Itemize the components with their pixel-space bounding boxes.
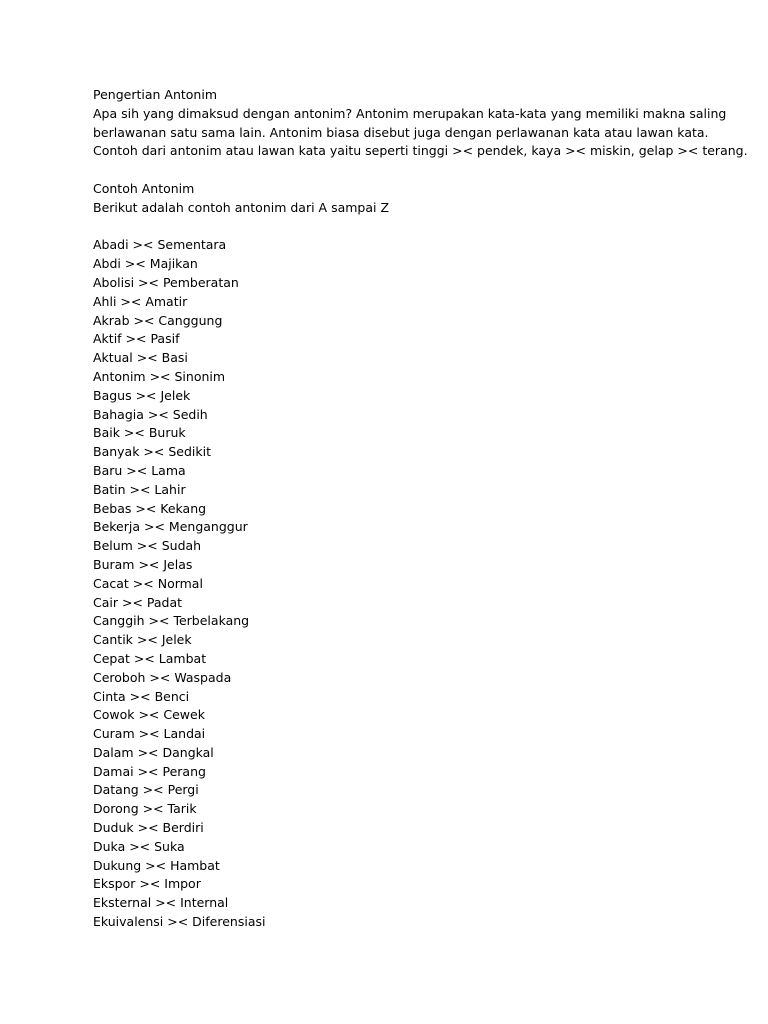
antonym-pair: Duduk >< Berdiri bbox=[93, 820, 204, 836]
paragraph-line-3: Contoh dari antonim atau lawan kata yaitu seperti tinggi >< pendek, kaya >< miskin, gelap >< terang. bbox=[93, 143, 748, 159]
antonym-pair: Datang >< Pergi bbox=[93, 782, 199, 798]
antonym-list bbox=[93, 236, 733, 931]
antonym-pair: Bekerja >< Menganggur bbox=[93, 519, 248, 535]
document-page bbox=[93, 86, 748, 932]
antonym-pair: Cowok >< Cewek bbox=[93, 707, 205, 723]
antonym-pair: Cair >< Padat bbox=[93, 594, 183, 610]
antonym-pair: Bahagia >< Sedih bbox=[93, 406, 208, 422]
antonym-pair: Aktif >< Pasif bbox=[93, 331, 180, 347]
antonym-pair: Bagus >< Jelek bbox=[93, 387, 191, 403]
antonym-pair: Abolisi >< Pemberatan bbox=[93, 274, 239, 290]
heading-pengertian: Pengertian Antonim bbox=[93, 87, 217, 102]
antonym-pair: Abdi >< Majikan bbox=[93, 256, 198, 272]
antonym-pair: Duka >< Suka bbox=[93, 838, 185, 854]
antonym-pair: Ceroboh >< Waspada bbox=[93, 669, 232, 685]
antonym-pair: Baru >< Lama bbox=[93, 462, 186, 478]
antonym-pair: Buram >< Jelas bbox=[93, 556, 193, 572]
antonym-pair: Bebas >< Kekang bbox=[93, 500, 207, 516]
antonym-pair: Belum >< Sudah bbox=[93, 538, 202, 554]
antonym-pair: Damai >< Perang bbox=[93, 763, 206, 779]
antonym-pair: Banyak >< Sedikit bbox=[93, 444, 211, 460]
antonym-pair: Cepat >< Lambat bbox=[93, 650, 207, 666]
antonym-pair: Akrab >< Canggung bbox=[93, 312, 223, 328]
antonym-pair: Dalam >< Dangkal bbox=[93, 744, 214, 760]
spacer bbox=[93, 161, 733, 180]
antonym-pair: Curam >< Landai bbox=[93, 726, 206, 742]
antonym-pair: Ekspor >< Impor bbox=[93, 876, 201, 892]
antonym-pair: Abadi >< Sementara bbox=[93, 237, 227, 253]
antonym-pair: Aktual >< Basi bbox=[93, 350, 188, 366]
antonym-pair: Canggih >< Terbelakang bbox=[93, 613, 250, 629]
antonym-pair: Cacat >< Normal bbox=[93, 575, 203, 591]
antonym-pair: Ahli >< Amatir bbox=[93, 293, 188, 309]
antonym-pair: Cantik >< Jelek bbox=[93, 632, 192, 648]
paragraph-line-1: Apa sih yang dimaksud dengan antonim? Antonim merupakan kata-kata yang memiliki makna saling bbox=[93, 105, 727, 121]
spacer bbox=[93, 218, 733, 237]
antonym-pair: Dorong >< Tarik bbox=[93, 801, 197, 817]
paragraph-line-2: berlawanan satu sama lain. Antonim biasa disebut juga dengan perlawanan kata atau lawan kata. bbox=[93, 124, 709, 140]
heading-contoh: Contoh Antonim bbox=[93, 180, 195, 196]
antonym-pair: Dukung >< Hambat bbox=[93, 857, 220, 873]
antonym-pair: Batin >< Lahir bbox=[93, 481, 186, 497]
antonym-pair: Antonim >< Sinonim bbox=[93, 368, 226, 384]
antonym-pair: Eksternal >< Internal bbox=[93, 895, 229, 911]
antonym-pair: Baik >< Buruk bbox=[93, 425, 186, 441]
antonym-pair: Ekuivalensi >< Diferensiasi bbox=[93, 914, 266, 930]
antonym-pair: Cinta >< Benci bbox=[93, 688, 190, 704]
intro-line: Berikut adalah contoh antonim dari A sampai Z bbox=[93, 199, 390, 215]
